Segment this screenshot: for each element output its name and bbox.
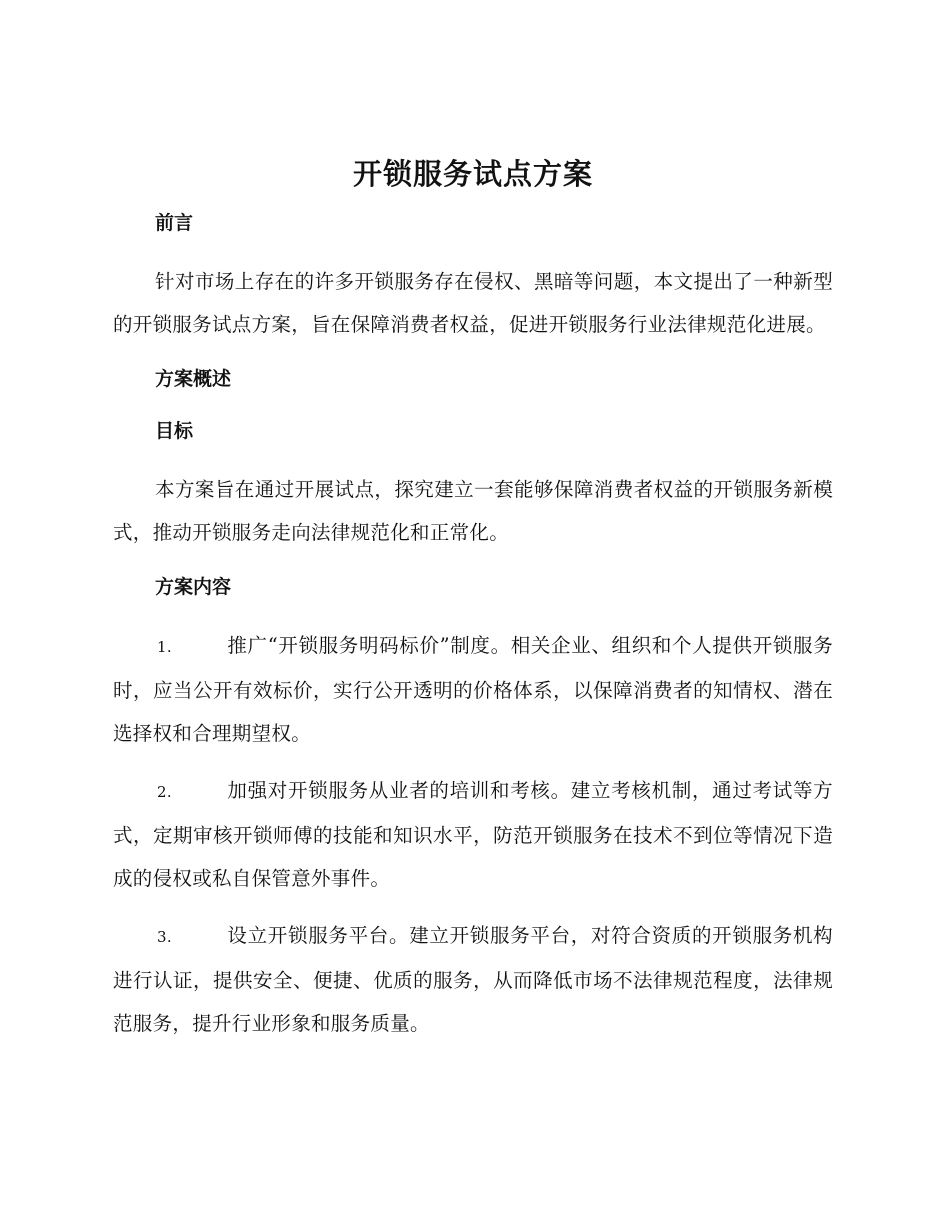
list-item-number: 1. <box>157 638 172 656</box>
list-item <box>113 769 833 900</box>
list-item <box>113 624 833 755</box>
list-item-number: 3. <box>157 928 172 946</box>
goal-paragraph: 本方案旨在通过开展试点，探究建立一套能够保障消费者权益的开锁服务新模式，推动开锁服务走向法律规范化和正常化。 <box>113 478 833 544</box>
section-heading-goal: 目标 <box>155 420 194 442</box>
list-item <box>113 914 833 1045</box>
list-item-text: 推广“开锁服务明码标价”制度。相关企业、组织和个人提供开锁服务时，应当公开有效标价，实行公开透明的价格体系，以保障消费者的知情权、潜在选择权和合理期望权。 <box>113 634 833 745</box>
document-title: 开锁服务试点方案 <box>352 157 593 191</box>
list-item-text: 设立开锁服务平台。建立开锁服务平台，对符合资质的开锁服务机构进行认证，提供安全、便捷、优质的服务，从而降低市场不法律规范程度，法律规范服务，提升行业形象和服务质量。 <box>113 924 833 1035</box>
list-item-text: 加强对开锁服务从业者的培训和考核。建立考核机制，通过考试等方式，定期审核开锁师傅的技能和知识水平，防范开锁服务在技术不到位等情况下造成的侵权或私自保管意外事件。 <box>113 779 833 890</box>
document-page <box>113 150 833 1045</box>
section-heading-overview: 方案概述 <box>155 368 232 390</box>
section-heading-preface: 前言 <box>155 212 194 234</box>
preface-paragraph: 针对市场上存在的许多开锁服务存在侵权、黑暗等问题，本文提出了一种新型的开锁服务试点方案，旨在保障消费者权益，促进开锁服务行业法律规范化进展。 <box>113 270 833 336</box>
list-item-number: 2. <box>157 783 172 801</box>
section-heading-content: 方案内容 <box>155 576 232 598</box>
